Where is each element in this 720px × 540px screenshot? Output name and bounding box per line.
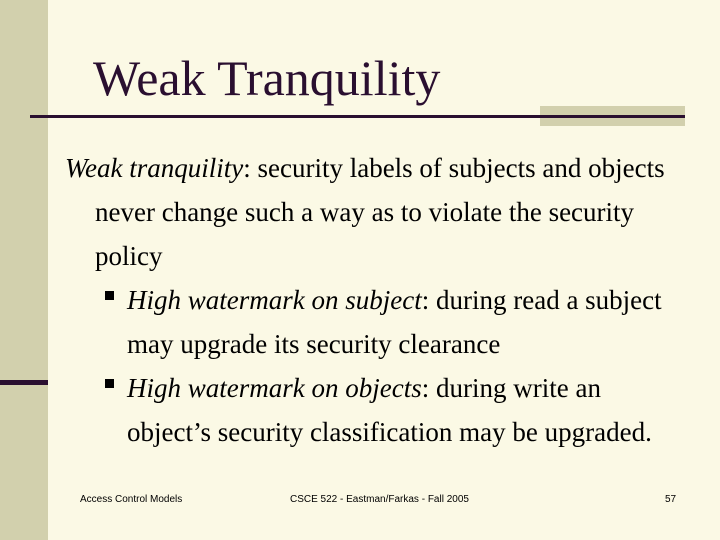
left-decorative-band: [0, 0, 48, 540]
main-paragraph-text: : security labels of subjects and objects never change such a way as to violate the security policy: [95, 153, 665, 271]
square-bullet-icon: [105, 291, 115, 301]
slide-body: [65, 146, 685, 454]
footer-left-text: Access Control Models: [80, 494, 183, 505]
bullet-text-objects: : during write an object’s security classification may be upgraded.: [127, 373, 652, 447]
main-paragraph: [65, 146, 685, 278]
title-accent-rule: [540, 115, 685, 118]
page-number: 57: [665, 494, 677, 505]
left-accent-line: [0, 380, 48, 385]
square-bullet-icon: [105, 379, 115, 389]
bullet-item-objects: [65, 366, 685, 454]
bullet-text-subject: : during read a subject may upgrade its security clearance: [127, 285, 662, 359]
term-high-watermark-subject: High watermark on subject: [127, 285, 422, 315]
term-weak-tranquility: Weak tranquility: [65, 153, 244, 183]
footer-center-text: CSCE 522 - Eastman/Farkas - Fall 2005: [290, 494, 469, 505]
term-high-watermark-objects: High watermark on objects: [127, 373, 422, 403]
slide-title: Weak Tranquility: [93, 50, 441, 106]
bullet-item-subject: [65, 278, 685, 366]
